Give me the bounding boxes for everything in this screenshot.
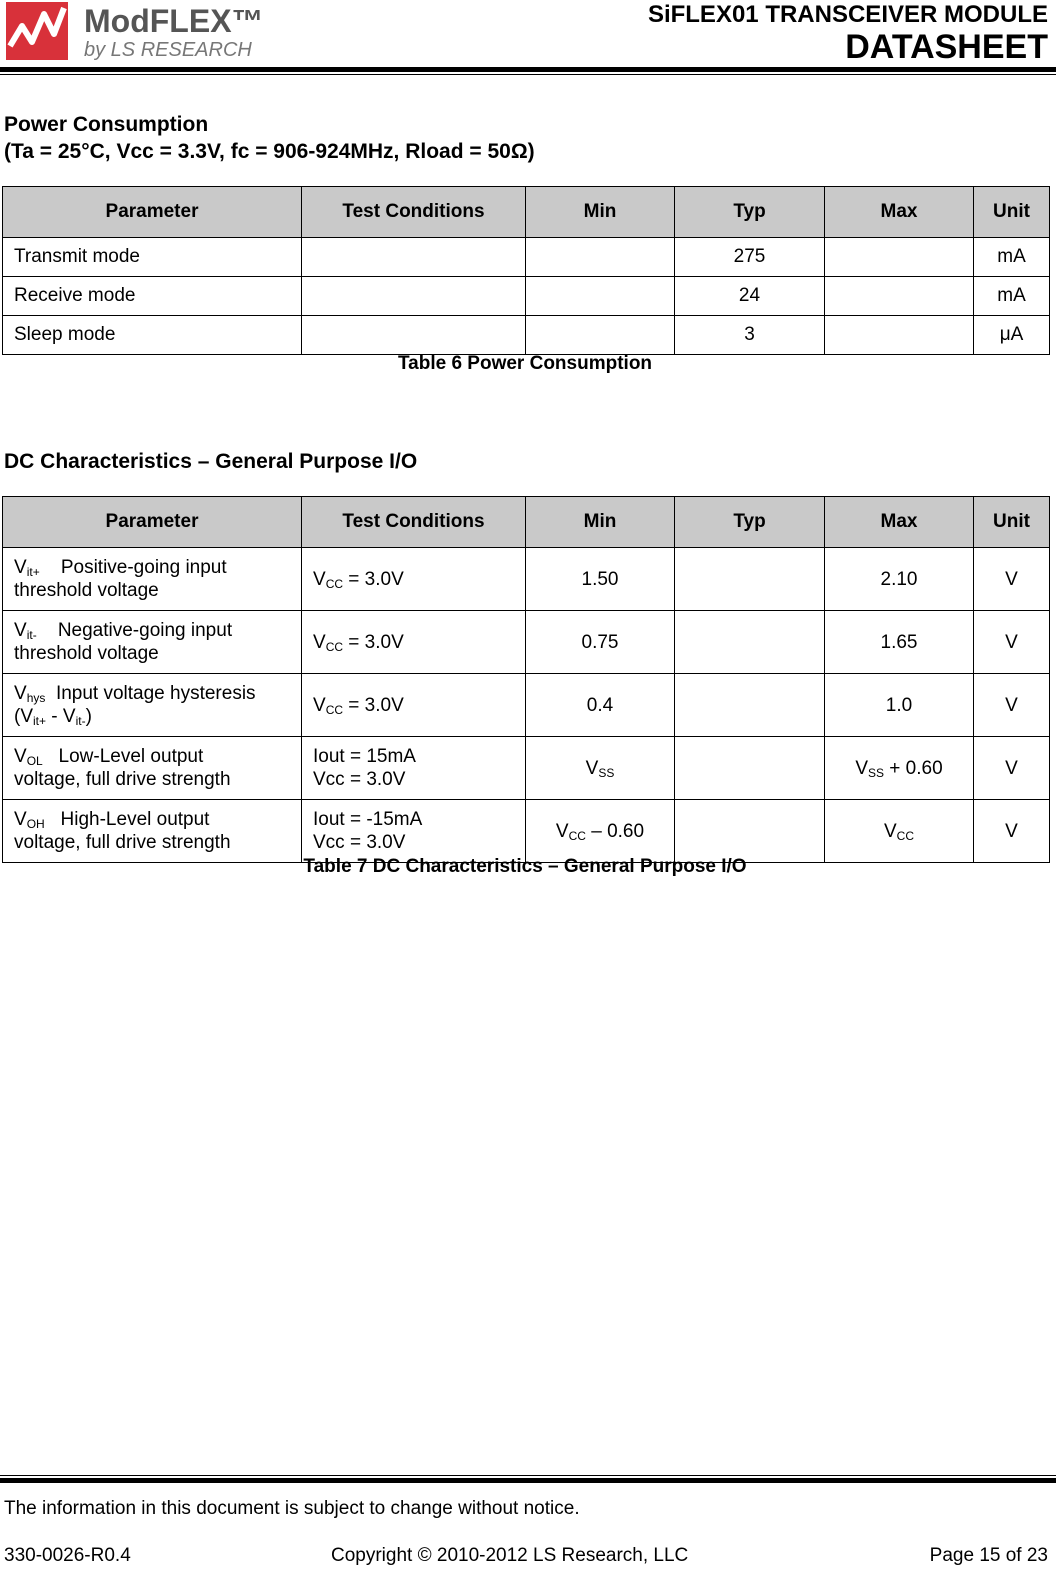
condition-subscript: CC [325,639,344,654]
min-cell: 0.75 [526,611,675,674]
conditions-cell [302,548,526,611]
footer-rule-thin [0,1475,1056,1476]
dc-characteristics-table [2,496,1050,863]
logo-name: ModFLEX™ [84,3,264,39]
power-section-conditions: (Ta = 25°C, Vcc = 3.3V, fc = 906-924MHz, Rload = 50Ω) [4,140,535,163]
table-row [3,238,1050,277]
dc-section-title: DC Characteristics – General Purpose I/O [4,450,418,473]
symbol: V [14,557,27,578]
table-row [3,611,1050,674]
condition-main: V [313,631,326,653]
typ-cell: 275 [675,238,825,277]
unit-cell: V [974,611,1050,674]
typ-cell: 3 [675,316,825,355]
symbol: V [14,683,27,704]
unit-cell: V [974,800,1050,863]
header-rule-thin [0,74,1056,75]
max-rest: + 0.60 [884,757,943,779]
min-cell [526,238,675,277]
max-cell: 1.65 [825,611,974,674]
conditions-cell [302,800,526,863]
column-header: Test Conditions [302,497,526,548]
description-subscript: it- [75,714,86,728]
description-line1: Low-Level output [58,746,204,767]
document-number: 330-0026-R0.4 [4,1545,131,1566]
unit-cell: V [974,737,1050,800]
column-header: Max [825,497,974,548]
min-main: V [585,757,599,779]
description-line2: threshold voltage [14,580,159,601]
conditions-cell [302,674,526,737]
table-header-row [3,497,1050,548]
max-main: V [855,757,869,779]
company-logo [4,0,284,62]
symbol-subscript: hys [26,691,46,705]
table-row [3,800,1050,863]
conditions-cell [302,277,526,316]
min-main: V [555,820,569,842]
header-rule-thick [0,67,1056,72]
table-row [3,277,1050,316]
symbol-subscript: OH [26,817,45,831]
symbol-subscript: OL [26,754,43,768]
condition-rest: = 3.0V [343,631,404,653]
max-cell [825,800,974,863]
column-header: Test Conditions [302,187,526,238]
description-part: ) [85,706,92,727]
max-cell [825,277,974,316]
table-header-row [3,187,1050,238]
footer-rule-thick [0,1478,1056,1483]
symbol: V [14,746,27,767]
max-subscript: SS [868,765,885,780]
product-title: SiFLEX01 TRANSCEIVER MODULE [647,1,1048,28]
copyright: Copyright © 2010-2012 LS Research, LLC [331,1545,689,1566]
column-header: Unit [974,497,1050,548]
column-header: Max [825,187,974,238]
unit-cell: mA [974,238,1050,277]
table-row [3,674,1050,737]
condition-line2: Vcc = 3.0V [313,832,406,853]
condition-rest: = 3.0V [343,694,404,716]
power-consumption-table [2,186,1050,355]
min-cell: 0.4 [526,674,675,737]
description-part: - V [46,706,76,727]
description-line1: Input voltage hysteresis [55,683,256,704]
description-line1: Negative-going input [57,620,233,641]
conditions-cell [302,316,526,355]
symbol: V [14,620,27,641]
max-cell: 2.10 [825,548,974,611]
max-cell [825,238,974,277]
max-cell [825,316,974,355]
column-header: Typ [675,187,825,238]
parameter-cell: Receive mode [3,277,302,316]
max-main: V [883,820,897,842]
table-6-caption: Table 6 Power Consumption [397,353,653,374]
parameter-cell [3,548,302,611]
min-cell [526,277,675,316]
min-rest: – 0.60 [585,820,645,842]
min-subscript: SS [598,765,615,780]
min-cell: 1.50 [526,548,675,611]
typ-cell [675,737,825,800]
logo-sub: by LS RESEARCH [84,39,252,61]
parameter-cell: Sleep mode [3,316,302,355]
column-header: Min [526,497,675,548]
typ-cell [675,800,825,863]
column-header: Parameter [3,187,302,238]
min-cell [526,800,675,863]
typ-cell [675,548,825,611]
symbol-subscript: it+ [26,565,40,579]
condition-line2: Vcc = 3.0V [313,769,406,790]
parameter-cell [3,737,302,800]
typ-cell: 24 [675,277,825,316]
conditions-cell [302,611,526,674]
min-subscript: CC [568,828,586,843]
description-line2: threshold voltage [14,643,159,664]
table-row [3,316,1050,355]
condition-line1: Iout = -15mA [313,809,423,830]
power-section-title: Power Consumption [4,113,209,136]
column-header: Min [526,187,675,238]
condition-line1: Iout = 15mA [313,746,416,767]
description-line1: High-Level output [60,809,210,830]
parameter-cell [3,674,302,737]
column-header: Unit [974,187,1050,238]
min-cell [526,737,675,800]
parameter-cell [3,611,302,674]
typ-cell [675,674,825,737]
conditions-cell [302,238,526,277]
max-cell [825,737,974,800]
conditions-cell [302,737,526,800]
table-row [3,548,1050,611]
table-7-caption: Table 7 DC Characteristics – General Purpose I/O [303,856,747,877]
condition-rest: = 3.0V [343,568,404,590]
unit-cell: mA [974,277,1050,316]
typ-cell [675,611,825,674]
document-header [648,2,1048,66]
description-line2: voltage, full drive strength [14,769,231,790]
description-subscript: it+ [33,714,47,728]
document-type: DATASHEET [845,28,1048,66]
column-header: Parameter [3,497,302,548]
description-part: (V [14,706,33,727]
condition-subscript: CC [325,702,344,717]
condition-subscript: CC [325,576,344,591]
unit-cell: V [974,548,1050,611]
description-line1: Positive-going input [60,557,227,578]
column-header: Typ [675,497,825,548]
parameter-cell [3,800,302,863]
description-line2: voltage, full drive strength [14,832,231,853]
condition-main: V [313,694,326,716]
table-row [3,737,1050,800]
unit-cell: μA [974,316,1050,355]
condition-main: V [313,568,326,590]
footer-notice: The information in this document is subject to change without notice. [4,1498,580,1519]
symbol: V [14,809,27,830]
symbol-subscript: it- [26,628,37,642]
max-cell: 1.0 [825,674,974,737]
page-number: Page 15 of 23 [929,1545,1048,1566]
max-subscript: CC [896,828,915,843]
min-cell [526,316,675,355]
parameter-cell: Transmit mode [3,238,302,277]
unit-cell: V [974,674,1050,737]
